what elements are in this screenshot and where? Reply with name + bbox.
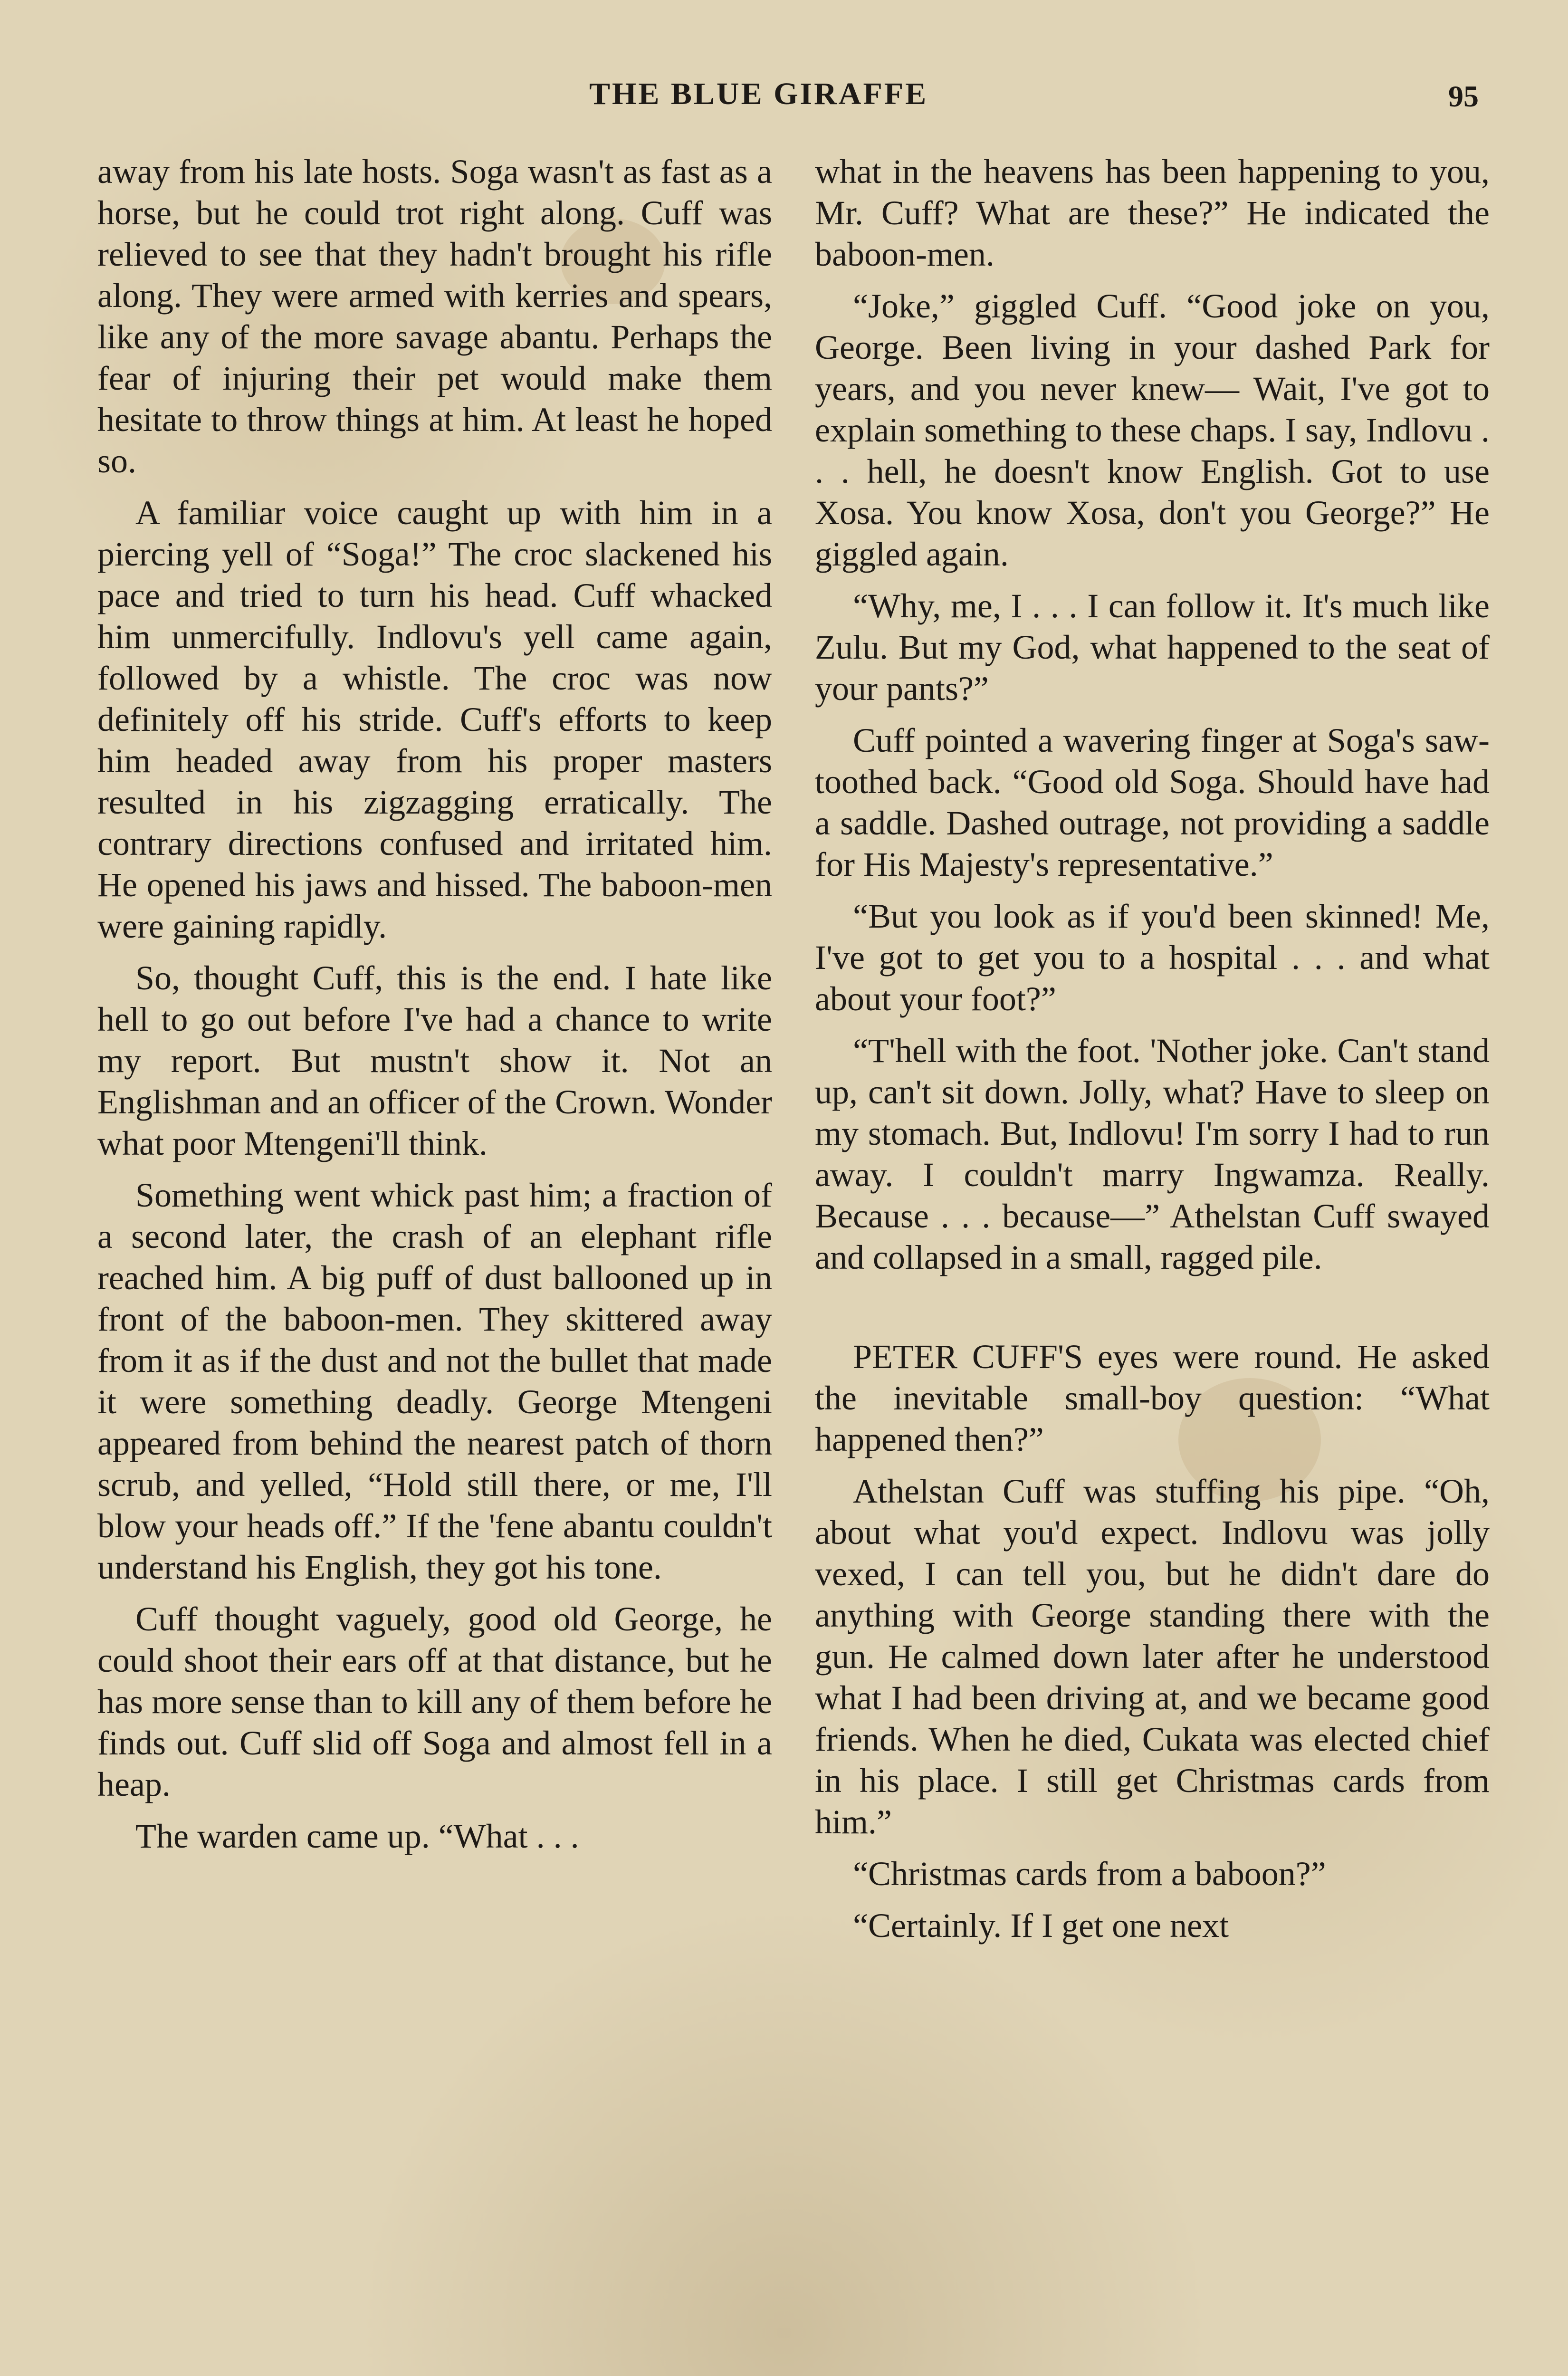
paragraph: So, thought Cuff, this is the end. I hate like hell to go out before I've had a chance to write my report. But mustn't show it. Not an Englishman and an officer of the Crown. Wonder what poor Mtengeni'll think.	[97, 959, 772, 1162]
left-column	[97, 151, 772, 1868]
paragraph: A familiar voice caught up with him in a piercing yell of “Soga!” The croc slackened his pace and tried to turn his head. Cuff whacked him unmercifully. Indlovu's yell came again, followed by a whistle. The croc was now definitely off his stride. Cuff's efforts to keep him headed away from his proper masters resulted in his zigzagging erratically. The contrary directions confused and irritated him. He opened his jaws and hissed. The baboon-men were gaining rapidly.	[97, 494, 772, 945]
page-number: 95	[1448, 79, 1479, 113]
paragraph: Cuff thought vaguely, good old George, he could shoot their ears off at that distance, but he has more sense than to kill any of them before he finds out. Cuff slid off Soga and almost fell in a heap.	[97, 1600, 772, 1803]
running-head	[0, 76, 1568, 119]
section-start-paragraph: PETER CUFF'S eyes were round. He asked the inevitable small-boy question: “What happened then?”	[815, 1338, 1490, 1458]
right-column	[815, 151, 1490, 1957]
paragraph: what in the heavens has been happening to you, Mr. Cuff? What are these?” He indicated the baboon-men.	[815, 153, 1490, 273]
paragraph: Something went whick past him; a fraction of a second later, the crash of an elephant rifle reached him. A big puff of dust ballooned up in front of the baboon-men. They skittered away from it as if the dust and not the bullet that made it were something deadly. George Mtengeni appeared from behind the nearest patch of thorn scrub, and yelled, “Hold still there, or me, I'll blow your heads off.” If the 'fene abantu couldn't understand his English, they got his tone.	[97, 1176, 772, 1586]
paragraph: “Certainly. If I get one next	[853, 1907, 1229, 1945]
paragraph: Athelstan Cuff was stuffing his pipe. “Oh, about what you'd expect. Indlovu was jolly vexed, I can tell you, but he didn't dare do anything with George standing there with the gun. He calmed down later after he understood what I had been driving at, and we became good friends. When he died, Cukata was elected chief in his place. I still get Christmas cards from him.”	[815, 1472, 1490, 1841]
paragraph: “Joke,” giggled Cuff. “Good joke on you, George. Been living in your dashed Park for years, and you never knew— Wait, I've got to explain something to these chaps. I say, Indlovu . . . hell, he doesn't know English. Got to use Xosa. You know Xosa, don't you George?” He giggled again.	[815, 287, 1490, 573]
running-title: THE BLUE GIRAFFE	[589, 77, 928, 111]
paragraph: away from his late hosts. Soga wasn't as fast as a horse, but he could trot right along. Cuff was relieved to see that they hadn't brought his rifle along. They were armed with kerries and spears, like any of the more savage abantu. Perhaps the fear of injuring their pet would make them hesitate to throw things at him. At least he hoped so.	[97, 153, 772, 480]
paragraph: “But you look as if you'd been skinned! Me, I've got to get you to a hospital . . . and what about your foot?”	[815, 897, 1490, 1018]
paragraph: The warden came up. “What . . .	[135, 1817, 579, 1855]
paragraph: “T'hell with the foot. 'Nother joke. Can't stand up, can't sit down. Jolly, what? Have to sleep on my stomach. But, Indlovu! I'm sorry I had to run away. I couldn't marry Ingwamza. Really. Because . . . because—” Athelstan Cuff swayed and collapsed in a small, ragged pile.	[815, 1032, 1490, 1276]
paragraph: “Christmas cards from a baboon?”	[853, 1855, 1326, 1893]
paragraph: Cuff pointed a wavering finger at Soga's saw-toothed back. “Good old Soga. Should have had a saddle. Dashed outrage, not providing a saddle for His Majesty's representative.”	[815, 721, 1490, 883]
paragraph: “Why, me, I . . . I can follow it. It's much like Zulu. But my God, what happened to the seat of your pants?”	[815, 587, 1490, 708]
